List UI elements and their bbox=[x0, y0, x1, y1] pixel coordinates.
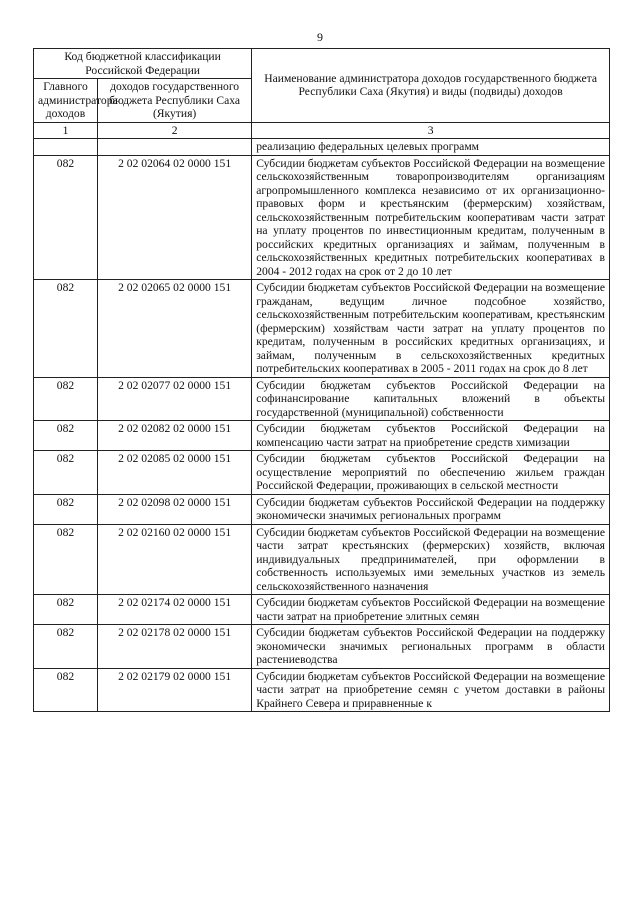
budget-code: 2 02 02077 02 0000 151 bbox=[97, 377, 251, 421]
admin-code: 082 bbox=[34, 625, 98, 669]
revenue-description: Субсидии бюджетам субъектов Российской Федерации на возмещение части затрат крестьянских (фермерских) хозяйств, включая индивидуальных предпринимателей, при оформлении в собственность используемых ими земельных участков из земель сельскохозяйственного назначения bbox=[252, 524, 610, 595]
table-row bbox=[34, 668, 610, 712]
budget-classification-table bbox=[33, 48, 610, 712]
page-number: 9 bbox=[317, 30, 323, 44]
admin-code: 082 bbox=[34, 155, 98, 280]
table-row bbox=[34, 155, 610, 280]
header-num3: 3 bbox=[252, 122, 610, 139]
table-row bbox=[34, 451, 610, 495]
admin-code: 082 bbox=[34, 668, 98, 712]
table-row bbox=[34, 524, 610, 595]
table-row bbox=[34, 494, 610, 524]
revenue-description: Субсидии бюджетам субъектов Российской Федерации на возмещение сельскохозяйственным товаропроизводителям организациям агропромышленного комплекса независимо от их организационно-правовых форм и крестьянским (фермерским) хозяйствам, сельскохозяйственным потребительским кооперативам части затрат на уплату процентов по инвестиционным кредитам, полученным в российских кредитных организациях и займам, полученным в сельскохозяйственных кредитных потребительских кооперативах в 2004 - 2012 годах на срок от 2 до 10 лет bbox=[252, 155, 610, 280]
budget-code: 2 02 02098 02 0000 151 bbox=[97, 494, 251, 524]
budget-code: 2 02 02178 02 0000 151 bbox=[97, 625, 251, 669]
budget-code: 2 02 02064 02 0000 151 bbox=[97, 155, 251, 280]
budget-code: 2 02 02179 02 0000 151 bbox=[97, 668, 251, 712]
admin-code: 082 bbox=[34, 377, 98, 421]
revenue-description: Субсидии бюджетам субъектов Российской Федерации на поддержку экономически значимых региональных программ в области растениеводства bbox=[252, 625, 610, 669]
admin-code: 082 bbox=[34, 421, 98, 451]
revenue-description: Субсидии бюджетам субъектов Российской Федерации на поддержку экономически значимых региональных программ bbox=[252, 494, 610, 524]
admin-code: 082 bbox=[34, 494, 98, 524]
budget-code: 2 02 02160 02 0000 151 bbox=[97, 524, 251, 595]
table-row bbox=[34, 625, 610, 669]
admin-code: 082 bbox=[34, 451, 98, 495]
revenue-description: Субсидии бюджетам субъектов Российской Федерации на возмещение части затрат на приобретение элитных семян bbox=[252, 595, 610, 625]
table-row bbox=[34, 595, 610, 625]
header-num2: 2 bbox=[97, 122, 251, 139]
header-num1: 1 bbox=[34, 122, 98, 139]
budget-code: 2 02 02082 02 0000 151 bbox=[97, 421, 251, 451]
budget-code: 2 02 02065 02 0000 151 bbox=[97, 280, 251, 378]
table-row bbox=[34, 280, 610, 378]
admin-code: 082 bbox=[34, 595, 98, 625]
admin-code: 082 bbox=[34, 280, 98, 378]
budget-code: 2 02 02085 02 0000 151 bbox=[97, 451, 251, 495]
table-row bbox=[34, 377, 610, 421]
continuation-text: реализацию федеральных целевых программ bbox=[252, 139, 610, 156]
header-group-title: Код бюджетной классификации Российской Федерации bbox=[34, 49, 252, 79]
table-row bbox=[34, 421, 610, 451]
revenue-description: Субсидии бюджетам субъектов Российской Федерации на компенсацию части затрат на приобретение средств химизации bbox=[252, 421, 610, 451]
header-col1: Главного администратора доходов bbox=[34, 79, 98, 123]
header-col3: Наименование администратора доходов государственного бюджета Республики Саха (Якутия) и виды (подвиды) доходов bbox=[252, 49, 610, 123]
revenue-description: Субсидии бюджетам субъектов Российской Федерации на софинансирование капитальных вложений в объекты государственной (муниципальной) собственности bbox=[252, 377, 610, 421]
revenue-description: Субсидии бюджетам субъектов Российской Федерации на осуществление мероприятий по обеспечению жильем граждан Российской Федерации, проживающих в сельской местности bbox=[252, 451, 610, 495]
revenue-description: Субсидии бюджетам субъектов Российской Федерации на возмещение гражданам, ведущим личное подсобное хозяйство, сельскохозяйственным потребительским кооперативам, крестьянским (фермерским) хозяйствам части затрат на уплату процентов по кредитам, полученным в российских кредитных организациях, и займам, полученным в сельскохозяйственных кредитных потребительских кооперативах в 2005 - 2011 годах на срок до 8 лет bbox=[252, 280, 610, 378]
continuation-row bbox=[34, 139, 610, 156]
revenue-description: Субсидии бюджетам субъектов Российской Федерации на возмещение части затрат на приобретение семян с учетом доставки в районы Крайнего Севера и приравненные к bbox=[252, 668, 610, 712]
admin-code: 082 bbox=[34, 524, 98, 595]
budget-code: 2 02 02174 02 0000 151 bbox=[97, 595, 251, 625]
header-col2: доходов государственного бюджета Республики Саха (Якутия) bbox=[97, 79, 251, 123]
